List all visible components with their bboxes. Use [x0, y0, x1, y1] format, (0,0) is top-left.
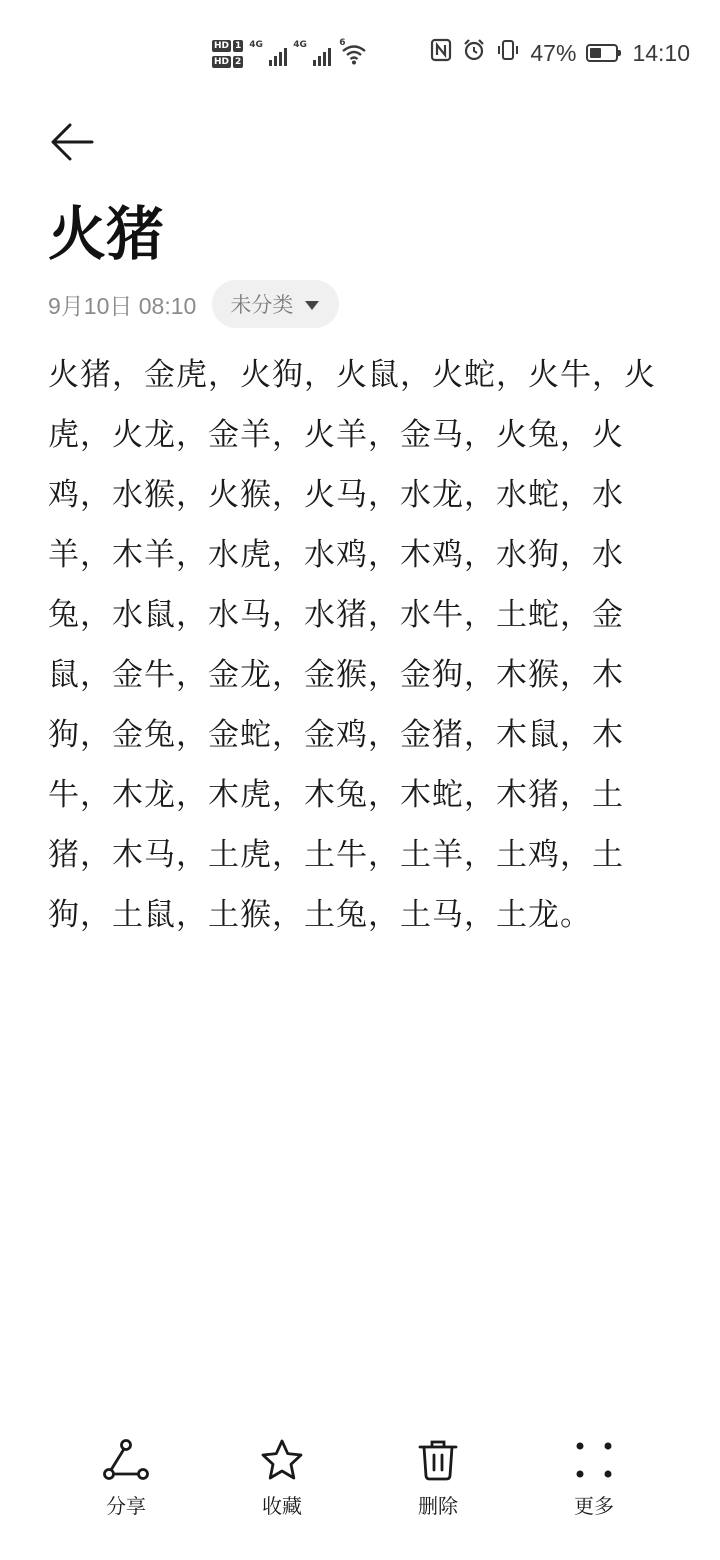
- star-icon: [258, 1436, 306, 1484]
- share-label: 分享: [106, 1494, 146, 1518]
- hd-slot: 2: [235, 57, 242, 67]
- category-label: 未分类: [230, 293, 294, 317]
- note-body[interactable]: 火猪，金虎，火狗，火鼠，火蛇，火牛，火虎，火龙，金羊，火羊，金马，火兔，火鸡，水猴，火猴，火马，水龙，水蛇，水羊，木羊，水虎，水鸡，木鸡，水狗，水兔，水鼠，水马，水猪，水牛，土蛇，金鼠，金牛，金龙，金猴，金狗，木猴，木狗，金兔，金蛇，金鸡，金猪，木鼠，木牛，木龙，木虎，木兔，木蛇，木猪，土猪，木马，土虎，土牛，土羊，土鸡，土狗，土鼠，土猴，土兔，土马，土龙。: [48, 357, 656, 933]
- back-button[interactable]: [46, 118, 98, 166]
- status-bar: [0, 0, 720, 100]
- clock: 14:10: [632, 39, 690, 66]
- caret-down-icon: [305, 301, 319, 310]
- network-type-label: 4G: [293, 40, 307, 50]
- note-title[interactable]: 火猪: [48, 200, 165, 268]
- share-button[interactable]: [66, 1430, 186, 1560]
- favorite-label: 收藏: [262, 1494, 302, 1518]
- status-left-group: [212, 34, 369, 74]
- hd-label: HD: [214, 57, 230, 67]
- share-icon: [102, 1436, 150, 1484]
- wifi-icon: [339, 38, 369, 66]
- note-meta: [48, 280, 339, 328]
- signal-icon: [295, 42, 331, 66]
- more-button[interactable]: [534, 1430, 654, 1560]
- battery-icon: [586, 44, 618, 62]
- arrow-left-icon: [50, 122, 94, 162]
- hd-indicator: [212, 40, 243, 68]
- favorite-button[interactable]: [222, 1430, 342, 1560]
- delete-button[interactable]: [378, 1430, 498, 1560]
- hd-badge-2: [212, 56, 243, 68]
- hd-badge-1: [212, 40, 243, 52]
- battery-fill: [590, 48, 601, 58]
- wifi-label: 6: [339, 38, 346, 48]
- bottom-toolbar: [0, 1430, 720, 1560]
- trash-icon: [414, 1436, 462, 1484]
- more-dots-icon: [570, 1436, 618, 1484]
- nfc-icon: [430, 38, 452, 68]
- battery-percent: 47%: [530, 39, 577, 66]
- alarm-icon: [462, 38, 486, 68]
- status-right-group: [430, 36, 690, 70]
- category-dropdown[interactable]: [212, 280, 339, 328]
- hd-label: HD: [214, 41, 230, 51]
- hd-slot: 1: [235, 41, 242, 51]
- note-date: 9月10日 08:10: [48, 292, 197, 319]
- delete-label: 删除: [418, 1494, 458, 1518]
- more-label: 更多: [574, 1494, 614, 1518]
- signal-icon: [251, 42, 287, 66]
- vibrate-icon: [496, 38, 520, 68]
- network-type-label: 4G: [249, 40, 263, 50]
